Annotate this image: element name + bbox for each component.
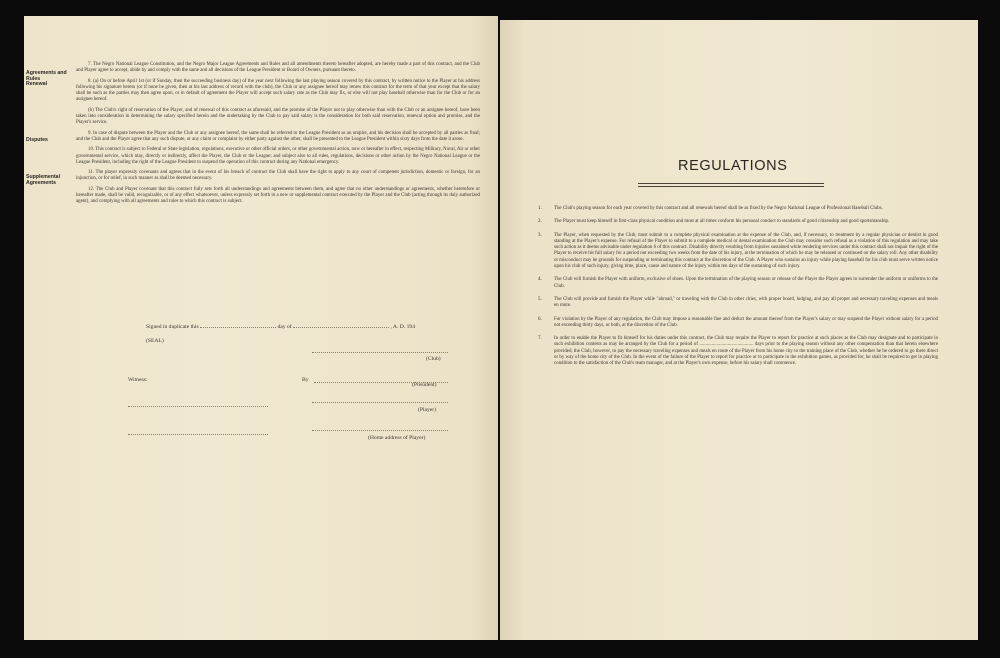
regulation-number: 1.	[538, 206, 542, 211]
label-supplemental-agreements: Supplemental Agreements	[26, 174, 61, 187]
signed-prefix: Signed in duplicate this	[146, 324, 199, 330]
home-address-label: (Home address of Player)	[368, 435, 426, 441]
regulation-number: 3.	[538, 232, 542, 238]
president-label: (President)	[412, 382, 437, 388]
title-rule-bottom	[638, 186, 824, 187]
regulation-item	[538, 277, 938, 290]
regulation-text: The Player, when requested by the Club, must submit to a complete physical examination at the expense of the Club, and, if necessary, to treatment by a regular physician or dentist in good standing at the Player's expense. For refusal of the Player to submit to a complete medical or dental examination the Club may consider such refusal as a violation of this regulation and may take such action as it deems advisable under regulation 6 of this contract. Disability directly resulting from injuries sustained while rendering services under this contract shall not impair the right of the Player to receive his full salary for a period not exceeding two weeks from the date of his injury, at the termination of which he may be released or continued on the salary roll. Any other disability or misconduct may be grounds for suspending or terminating this contract at the discretion of the Club. A Player who sustains an injury while playing baseball for his club must serve written notice upon his club of such injury, giving time, place, cause and nature of the injury within ten days of the sustaining of such injury.	[554, 232, 938, 270]
clause-9	[26, 130, 480, 144]
clause-8b	[76, 108, 480, 127]
player-label: (Player)	[418, 407, 437, 413]
regulation-number: 6.	[538, 316, 542, 322]
player-signature-line	[312, 402, 448, 403]
clause-11	[26, 170, 480, 187]
year-text: , A. D. 194	[390, 324, 415, 330]
regulation-text: The Club will furnish the Player with uniform, exclusive of shoes. Upon the termination of the playing season or release of the Player the Player agrees to surrender the uniform or uniforms to the Club.	[554, 277, 938, 289]
regulation-text: The Club's playing season for each year covered by this contract and all renewals hereof shall be as fixed by the Negro National League of Professional Baseball Clubs.	[554, 206, 883, 211]
clause-7	[26, 62, 480, 82]
regulation-item	[538, 336, 938, 367]
regulation-number: 5.	[538, 296, 542, 302]
clause-text: 11. The player expressly covenants and agrees that in the event of his breach of contract the Club shall have the right to apply to any court of competent jurisdiction, domestic or foreign, for an injunction, or for relief, in such manner as shall be deemed necessary.	[76, 170, 480, 182]
clause-text: 8. (a) On or before April 1st (or if Sunday, then the succeeding business day) of the year next following the last playing season covered by this contract, by written notice to the Player at his address following his signature hereto (or if none be given, then at his last address of record with the club), the Club or any assignee hereof may renew this contract for the term of that year except that the salary shall be such as the parties may then agree upon, or in default of agreement the Player will accept such salary rate as the Club may fix, or else will not play baseball otherwise than for the Club or for an assignee hereof.	[76, 78, 480, 103]
witness-line-1	[128, 406, 268, 407]
label-agreements-and-rules: Agreements and Rules	[26, 70, 67, 82]
clause-text: 10. This contract is subject to Federal or State legislation, regulations, executive or other official orders, or other governmental action, now or hereafter in effect, respecting Military, Naval, Air or other governmental service, which may, directly or indirectly, affect the Player, the Club or the League; and subject also to all rules, regulations, decisions or other action by the Negro National League or the League President, including the right of the League President to suspend the operation of this contract during any National emergency.	[76, 147, 480, 165]
clause-text: 12. The Club and Player covenant that this contract fully sets forth all understandings and agreements between them, and agree that no other understandings or agreements, whether heretofore or hereafter made, shall be valid, recognizable, or of any effect whatsoever, unless expressly set forth in a new or supplemental contract executed by the Player and the Club (acting through its duly authorized agent), and complying with all agreements and rules to which this contract is subject.	[76, 186, 480, 205]
clause-text: 7. The Negro National League Constitution, and the Negro Major League Agreements and Rules and all amendments thereto hereafter adopted, are hereby made a part of this contract, and the Club and Player agree to accept, abide by and comply with the same and all decisions of the League President or Board of Owners, pursuant thereto.	[76, 62, 480, 74]
regulation-item	[538, 297, 938, 310]
regulations-list	[538, 206, 938, 375]
regulation-text: The Player must keep himself in first-class physical condition and must at all times conform his personal conduct to standards of good citizenship and good sportsmanship.	[554, 219, 890, 225]
regulation-item	[538, 317, 938, 330]
contract-clauses	[26, 62, 480, 210]
clause-10	[76, 147, 480, 166]
regulation-number: 2.	[538, 219, 542, 225]
regulation-number: 7.	[538, 336, 542, 342]
witness-line-2	[128, 434, 268, 435]
regulation-number: 4.	[538, 277, 542, 283]
regulation-item	[538, 206, 938, 212]
regulation-text: For violation by the Player of any regulation, the Club may impose a reasonable fine and deduct the amount thereof from the Player's salary or may suspend the Player without salary for a period not exceeding thirty days, or both, at the discretion of the Club.	[554, 316, 938, 328]
regulation-text: The Club will provide and furnish the Player while "abroad," or traveling with the Club in other cities, with proper board, lodging, and pay all proper and necessary traveling expenses and meals en route.	[554, 296, 938, 309]
label-renewal: Renewal	[26, 80, 48, 87]
regulation-item	[538, 233, 938, 271]
home-address-line	[312, 430, 448, 431]
clause-8a	[26, 78, 480, 104]
month-blank	[293, 322, 389, 328]
seal-label: (SEAL)	[146, 338, 164, 344]
club-signature-line	[312, 352, 448, 353]
regulations-title: REGULATIONS	[678, 158, 788, 174]
clause-text: (b) The Club's right of reservation of the Player, and of renewal of this contract as aforesaid, and the promise of the Player not to play otherwise than with the Club or an assignee hereof, have been taken into consideration in determining the salary specified herein and the undertaking by the Club to pay said salary is the consideration for both said reservation, renewal option and promise, and the Player's service.	[76, 107, 480, 126]
title-rule-top	[638, 183, 824, 184]
signed-line	[146, 322, 415, 330]
clause-text: 9. In case of dispute between the Player and the Club or any assignee hereof, the same shall be referred to the League President as an umpire, and his decision shall be accepted by all parties as final; and the Club and the Player agree that any such dispute, or any claim or complaint by either party against the other, shall be presented to the League President within sixty days from the date it arose.	[76, 130, 480, 142]
clause-12	[76, 187, 480, 206]
left-page	[24, 16, 498, 640]
by-label: By	[302, 377, 309, 383]
day-of-text: day of	[277, 324, 292, 330]
right-page	[500, 20, 978, 640]
club-label: (Club)	[426, 356, 441, 362]
regulation-text: In order to enable the Player to fit himself for his duties under this contract, the Club may require the Player to report for practice at such places as the Club may designate and to participate in such exhibition contests as may be arranged by the Club for a period of ............................................ days prior to the playing season without any other compensation than that herein elsewhere provided, the Club, however, to pay the necessary traveling expenses and meals en route of the Player from his home city to the training place of the Club, whether he be ordered to go there direct or by way of the home city of the Club. In the event of the failure of the Player to report for practice or to participate in the exhibition games, as provided for, he shall be required to get in playing condition to the satisfaction of the Club's team manager, and at the Player's own expense, before his salary shall commence.	[554, 336, 938, 367]
regulation-item	[538, 219, 938, 225]
witness-label: Witness:	[128, 377, 148, 383]
label-disputes: Disputes	[26, 136, 48, 143]
day-blank	[200, 322, 276, 328]
